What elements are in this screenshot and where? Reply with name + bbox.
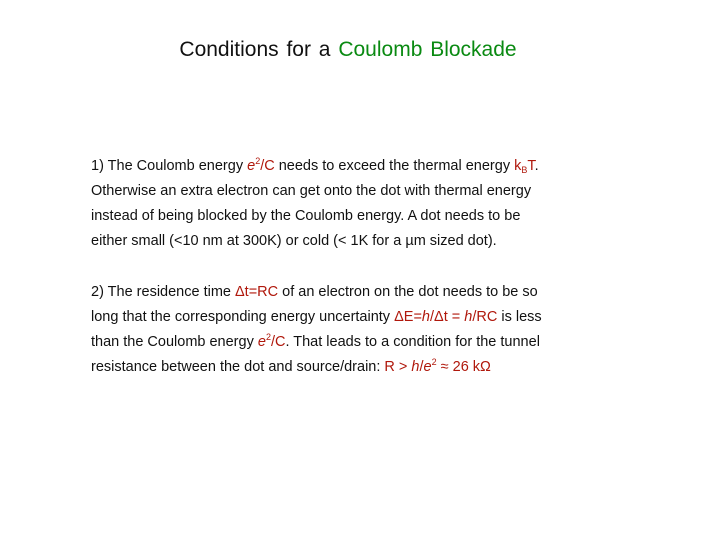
superscript: 2 (265, 332, 271, 342)
micro-symbol: µ (405, 233, 414, 249)
formula-part: R > (384, 359, 412, 375)
title-accent: Coulomb Blockade (338, 38, 517, 61)
paragraph-2-line-2 (91, 305, 651, 330)
coulomb-energy-formula (258, 334, 286, 350)
text-run: needs to exceed the thermal energy (274, 158, 515, 174)
formula-part: /Δt = (430, 309, 465, 325)
resistance-condition-formula (384, 359, 490, 375)
text-run: m sized dot). (413, 233, 497, 249)
symbol-h: h (411, 359, 420, 375)
energy-uncertainty-formula (394, 309, 497, 325)
symbol-e: e (247, 158, 256, 174)
text-run: of an electron on the dot needs to be so (278, 284, 538, 300)
coulomb-energy-formula (247, 158, 275, 174)
slide-title (0, 36, 696, 64)
paragraph-2-line-4 (91, 355, 651, 380)
superscript: 2 (255, 156, 261, 166)
paragraph-2-line-3 (91, 330, 651, 355)
formula-rest: /C (270, 334, 286, 350)
formula-part: ≈ 26 kΩ (436, 359, 491, 375)
text-run: 1) The Coulomb energy (91, 158, 248, 174)
thermal-energy-formula (514, 158, 535, 174)
residence-time-formula: Δt=RC (235, 284, 279, 300)
paragraph-1 (91, 154, 651, 254)
text-run: resistance between the dot and source/drain: (91, 359, 385, 375)
text-run: either small (<10 nm at 300K) or cold (< 1K for a (91, 233, 406, 249)
paragraph-1-line-4 (91, 229, 651, 254)
symbol-e: e (257, 334, 266, 350)
symbol-k: k (514, 158, 522, 174)
paragraph-1-line-2: Otherwise an extra electron can get onto the dot with thermal energy (91, 183, 532, 199)
text-run: than the Coulomb energy (91, 334, 258, 350)
formula-part: / (419, 359, 424, 375)
paragraph-2-line-1 (91, 280, 651, 305)
symbol-h: h (421, 309, 430, 325)
text-run: . That leads to a condition for the tunnel (285, 334, 540, 350)
formula-rest: /C (260, 158, 275, 174)
paragraph-1-line-3: instead of being blocked by the Coulomb energy. A dot needs to be (91, 208, 521, 224)
text-run: long that the corresponding energy uncertainty (91, 309, 395, 325)
paragraph-1-line-1 (91, 154, 651, 179)
text-run: . (534, 158, 539, 174)
text-run: is less (497, 309, 542, 325)
text-run: 2) The residence time (91, 284, 235, 300)
symbol-e: e (423, 359, 432, 375)
superscript: 2 (431, 357, 437, 367)
subscript: B (521, 165, 528, 175)
symbol-T: T (527, 158, 535, 174)
paragraph-2 (91, 280, 651, 380)
title-text: Conditions for a (179, 38, 339, 61)
formula-part: /RC (472, 309, 498, 325)
formula-part: ΔE= (394, 309, 422, 325)
symbol-h: h (464, 309, 473, 325)
